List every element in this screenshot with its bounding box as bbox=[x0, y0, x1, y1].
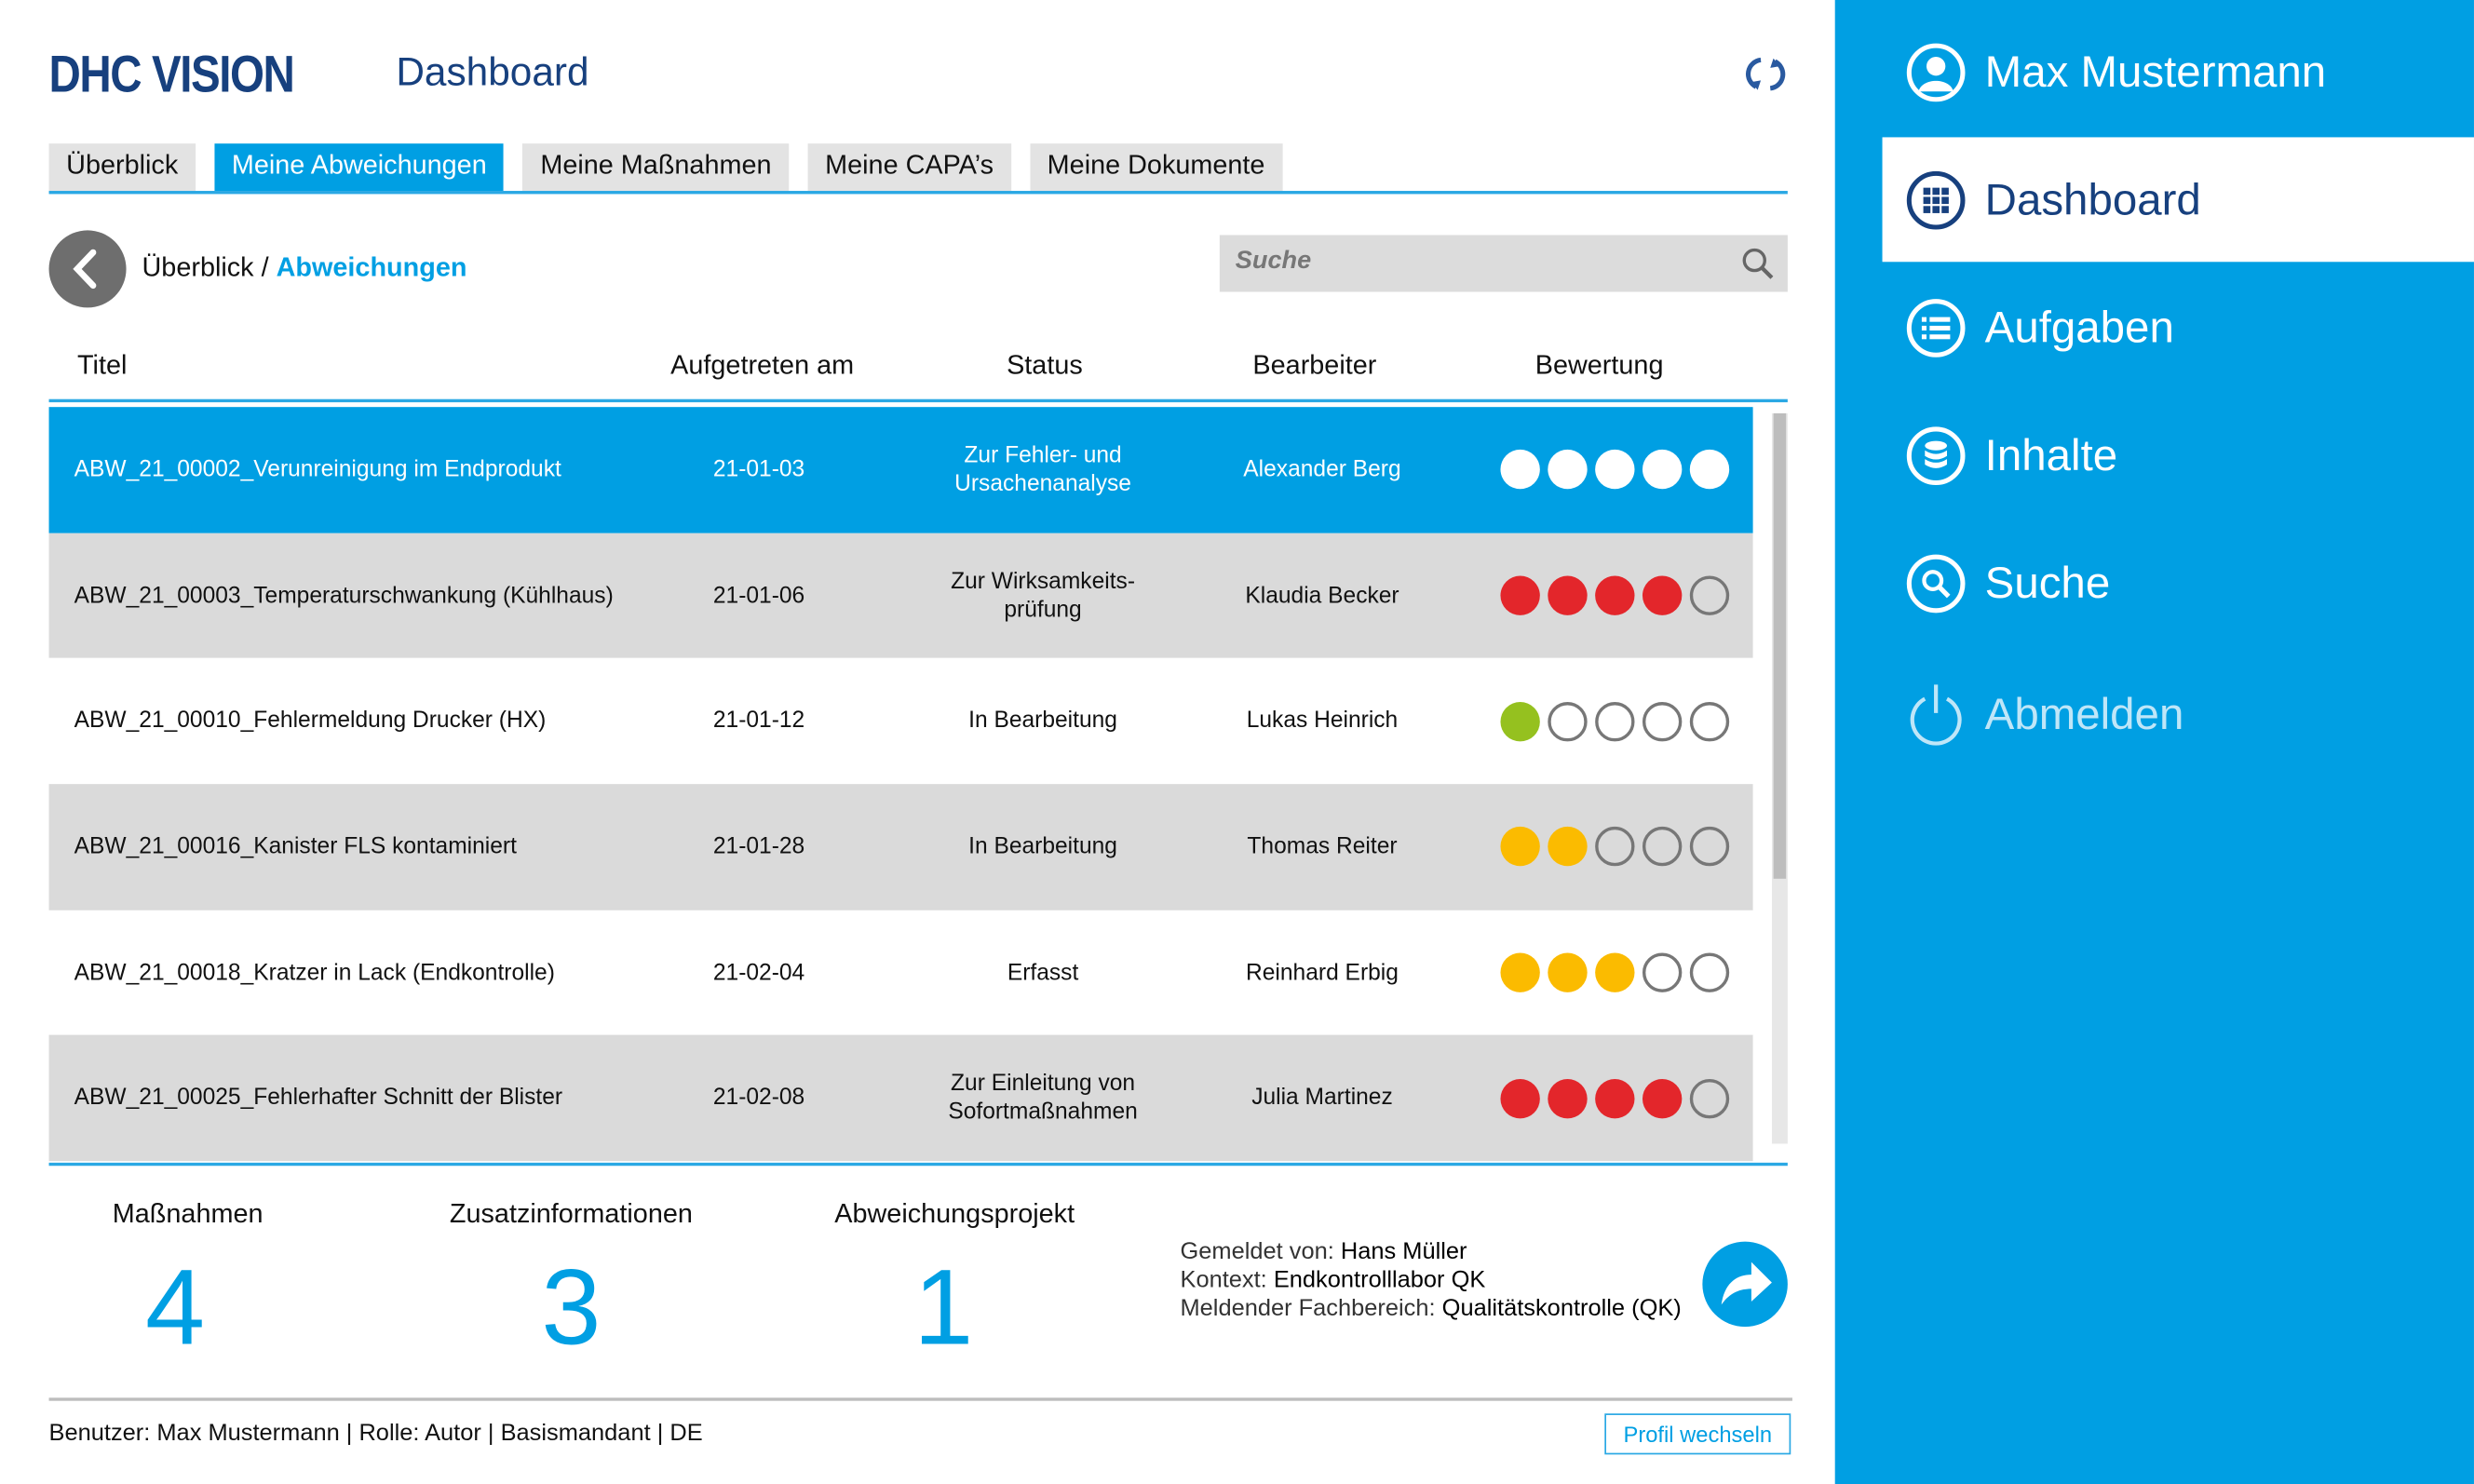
scrollbar-thumb[interactable] bbox=[1774, 413, 1787, 879]
tab-ueberblick[interactable]: Überblick bbox=[49, 143, 196, 191]
rating-dot-filled bbox=[1548, 953, 1587, 992]
cell-date: 21-01-28 bbox=[712, 834, 805, 860]
breadcrumb-parent[interactable]: Überblick bbox=[142, 252, 254, 283]
rating-dot-filled bbox=[1548, 828, 1587, 867]
rating-dot-filled bbox=[1500, 451, 1539, 490]
cell-rating bbox=[1500, 953, 1729, 992]
context-label: Kontext: bbox=[1180, 1266, 1267, 1294]
column-header-status[interactable]: Status bbox=[1007, 350, 1083, 381]
stat-label-zusatzinformationen: Zusatzinformationen bbox=[449, 1198, 693, 1230]
sidebar bbox=[1835, 0, 2474, 1484]
department-label: Meldender Fachbereich: bbox=[1180, 1295, 1436, 1322]
rating-dot-filled bbox=[1595, 1079, 1634, 1118]
rating-dot-filled bbox=[1500, 953, 1539, 992]
cell-assignee: Reinhard Erbig bbox=[1246, 960, 1399, 986]
tab-meine-abweichungen[interactable]: Meine Abweichungen bbox=[214, 143, 504, 191]
cell-assignee: Thomas Reiter bbox=[1247, 834, 1398, 860]
power-icon bbox=[1906, 681, 1966, 747]
tab-meine-dokumente[interactable]: Meine Dokumente bbox=[1030, 143, 1282, 191]
page-title: Dashboard bbox=[396, 50, 589, 95]
divider bbox=[49, 399, 1788, 402]
cell-assignee: Lukas Heinrich bbox=[1246, 708, 1399, 735]
deviation-table bbox=[49, 407, 1753, 1161]
rating-dot-empty bbox=[1690, 828, 1729, 867]
breadcrumb bbox=[142, 252, 467, 284]
rating-dot-filled bbox=[1548, 1079, 1587, 1118]
column-header-titel[interactable]: Titel bbox=[77, 350, 128, 381]
divider bbox=[49, 1163, 1788, 1166]
grid-icon bbox=[1906, 169, 1966, 229]
tab-bar bbox=[49, 143, 1283, 191]
share-arrow-icon bbox=[1702, 1242, 1788, 1328]
divider bbox=[49, 191, 1788, 194]
search-placeholder: Suche bbox=[1235, 248, 1312, 275]
table-row[interactable] bbox=[49, 1035, 1753, 1161]
sidebar-item-label: Max Mustermann bbox=[1984, 46, 2327, 96]
breadcrumb-current: Abweichungen bbox=[276, 252, 467, 283]
table-row[interactable] bbox=[49, 407, 1753, 533]
table-row[interactable] bbox=[49, 910, 1753, 1035]
column-header-bearbeiter[interactable]: Bearbeiter bbox=[1252, 350, 1377, 381]
stat-value-abweichungsprojekt[interactable]: 1 bbox=[913, 1248, 974, 1369]
sidebar-item-label: Abmelden bbox=[1984, 688, 2184, 738]
database-icon bbox=[1906, 425, 1966, 485]
column-header-bewertung[interactable]: Bewertung bbox=[1534, 350, 1664, 381]
sidebar-item-dashboard[interactable] bbox=[1883, 137, 2474, 262]
stat-value-massnahmen[interactable]: 4 bbox=[145, 1248, 206, 1369]
rating-dot-empty bbox=[1690, 1079, 1729, 1118]
chevron-left-icon bbox=[49, 230, 127, 307]
breadcrumb-separator: / bbox=[253, 252, 277, 283]
sidebar-item-label: Aufgaben bbox=[1984, 302, 2174, 352]
table-row[interactable] bbox=[49, 533, 1753, 658]
rating-dot-filled bbox=[1595, 451, 1634, 490]
divider bbox=[49, 1397, 1792, 1400]
cell-rating bbox=[1500, 1079, 1729, 1118]
rating-dot-filled bbox=[1643, 451, 1682, 490]
rating-dot-filled bbox=[1500, 828, 1539, 867]
cell-title: ABW_21_00010_Fehlermeldung Drucker (HX) bbox=[74, 708, 547, 735]
rating-dot-empty bbox=[1690, 702, 1729, 741]
tab-meine-capas[interactable]: Meine CAPA’s bbox=[808, 143, 1011, 191]
rating-dot-empty bbox=[1595, 828, 1634, 867]
cell-status: Zur Fehler- und Ursachenanalyse bbox=[954, 442, 1131, 497]
sidebar-item-label: Suche bbox=[1984, 558, 2111, 607]
rating-dot-filled bbox=[1595, 953, 1634, 992]
cell-date: 21-01-06 bbox=[712, 583, 805, 609]
column-header-datum[interactable]: Aufgetreten am bbox=[670, 350, 855, 381]
sidebar-item-suche[interactable] bbox=[1883, 520, 2474, 645]
rating-dot-filled bbox=[1500, 576, 1539, 615]
search-icon[interactable] bbox=[1740, 246, 1775, 280]
deviation-info bbox=[1180, 1238, 1681, 1324]
switch-profile-button[interactable]: Profil wechseln bbox=[1604, 1413, 1791, 1454]
cell-date: 21-01-03 bbox=[712, 457, 805, 483]
cell-rating bbox=[1500, 702, 1729, 741]
rating-dot-filled bbox=[1548, 451, 1587, 490]
sidebar-item-inhalte[interactable] bbox=[1883, 393, 2474, 518]
scrollbar[interactable] bbox=[1772, 413, 1788, 1144]
rating-dot-filled bbox=[1690, 451, 1729, 490]
sidebar-item-aufgaben[interactable] bbox=[1883, 265, 2474, 390]
search-input[interactable] bbox=[1220, 235, 1788, 291]
sidebar-item-label: Inhalte bbox=[1984, 429, 2118, 479]
reporter-label: Gemeldet von: bbox=[1180, 1238, 1334, 1265]
department-value: Qualitätskontrolle (QK) bbox=[1441, 1295, 1682, 1322]
rating-dot-empty bbox=[1690, 953, 1729, 992]
cell-assignee: Alexander Berg bbox=[1243, 457, 1401, 483]
cell-status: Erfasst bbox=[1007, 960, 1079, 986]
rating-dot-filled bbox=[1643, 1079, 1682, 1118]
stat-value-zusatzinformationen[interactable]: 3 bbox=[541, 1248, 602, 1369]
cell-date: 21-01-12 bbox=[712, 708, 805, 735]
cell-rating bbox=[1500, 451, 1729, 490]
tab-meine-massnahmen[interactable]: Meine Maßnahmen bbox=[523, 143, 789, 191]
context-value: Endkontrolllabor QK bbox=[1273, 1266, 1486, 1294]
cell-status: In Bearbeitung bbox=[968, 834, 1117, 860]
reporter-value: Hans Müller bbox=[1340, 1238, 1467, 1265]
user-icon bbox=[1906, 42, 1966, 101]
cell-status: Zur Wirksamkeits-prüfung bbox=[951, 568, 1136, 623]
list-icon bbox=[1906, 297, 1966, 357]
cell-assignee: Julia Martinez bbox=[1251, 1086, 1393, 1112]
forward-button[interactable] bbox=[1702, 1242, 1788, 1328]
stat-label-massnahmen: Maßnahmen bbox=[112, 1198, 264, 1230]
cell-title: ABW_21_00018_Kratzer in Lack (Endkontrolle) bbox=[74, 960, 555, 986]
cell-date: 21-02-08 bbox=[712, 1086, 805, 1112]
cell-rating bbox=[1500, 828, 1729, 867]
cell-status: In Bearbeitung bbox=[968, 708, 1117, 735]
cell-assignee: Klaudia Becker bbox=[1245, 583, 1399, 609]
rating-dot-empty bbox=[1548, 702, 1587, 741]
sidebar-item-abmelden[interactable] bbox=[1883, 652, 2474, 776]
rating-dot-filled bbox=[1500, 1079, 1539, 1118]
back-button[interactable] bbox=[49, 230, 127, 307]
sidebar-item-user[interactable] bbox=[1883, 9, 2474, 134]
rating-dot-filled bbox=[1548, 576, 1587, 615]
cell-status: Zur Einleitung von Sofortmaßnahmen bbox=[948, 1072, 1138, 1126]
stat-label-abweichungsprojekt: Abweichungsprojekt bbox=[834, 1198, 1075, 1230]
cell-title: ABW_21_00025_Fehlerhafter Schnitt der Blister bbox=[74, 1086, 563, 1112]
sidebar-item-label: Dashboard bbox=[1984, 174, 2201, 223]
cell-title: ABW_21_00002_Verunreinigung im Endprodukt bbox=[74, 457, 561, 483]
table-row[interactable] bbox=[49, 658, 1753, 784]
rating-dot-empty bbox=[1643, 702, 1682, 741]
rating-dot-empty bbox=[1690, 576, 1729, 615]
rating-dot-filled bbox=[1595, 576, 1634, 615]
user-info: Benutzer: Max Mustermann | Rolle: Autor | Basismandant | DE bbox=[48, 1420, 703, 1447]
logo: DHC VISION bbox=[48, 44, 294, 103]
rating-dot-filled bbox=[1643, 576, 1682, 615]
cell-title: ABW_21_00016_Kanister FLS kontaminiert bbox=[74, 834, 517, 860]
rating-dot-filled bbox=[1500, 702, 1539, 741]
cell-title: ABW_21_00003_Temperaturschwankung (Kühlhaus) bbox=[74, 583, 614, 609]
rating-dot-empty bbox=[1595, 702, 1634, 741]
search-icon bbox=[1906, 553, 1966, 613]
refresh-icon[interactable] bbox=[1742, 50, 1790, 98]
rating-dot-empty bbox=[1643, 828, 1682, 867]
cell-rating bbox=[1500, 576, 1729, 615]
rating-dot-empty bbox=[1643, 953, 1682, 992]
cell-date: 21-02-04 bbox=[712, 960, 805, 986]
table-row[interactable] bbox=[49, 784, 1753, 910]
